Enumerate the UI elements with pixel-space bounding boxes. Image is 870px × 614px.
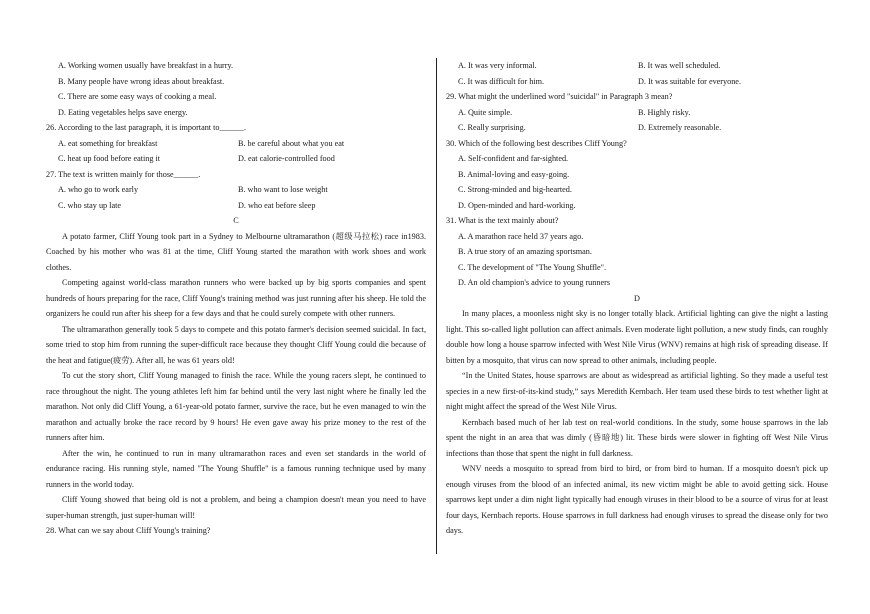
column-divider (436, 58, 437, 554)
passage-paragraph: A potato farmer, Cliff Young took part in a Sydney to Melbourne ultramarathon (超级马拉松) race in1983. Coached by his mother who was 81 at the time, Cliff Young started the marathon with work shoes and work clothes. (46, 231, 426, 272)
option-line: C. There are some easy ways of cooking a meal. (58, 92, 217, 101)
left-column (46, 58, 426, 539)
question-28-stem: 28. What can we say about Cliff Young's training? (46, 526, 211, 535)
question-29-stem: 29. What might the underlined word "suicidal" in Paragraph 3 mean? (446, 92, 673, 101)
right-column (446, 58, 828, 539)
passage-paragraph: Cliff Young showed that being old is not a problem, and being a champion doesn't mean you need to have super-human strength, just super-human will! (46, 495, 426, 520)
passage-paragraph: In many places, a moonless night sky is no longer totally black. Artificial lighting can give the night a lasting light. This so-called light pollution can affect animals. Even moderate light pollution, a new study finds, can roughly double how long a house sparrow infected with West Nile Virus (WNV) remains at high risk of spreading disease. If bitten by a mosquito, that virus can now spread to other animals, including people. (446, 309, 828, 365)
option-line: B. Many people have wrong ideas about breakfast. (58, 76, 225, 86)
option-b: B. be careful about what you eat (238, 138, 345, 148)
option-line: D. An old champion's advice to young runners (458, 278, 611, 287)
option-line: B. Animal-loving and easy-going. (458, 169, 570, 179)
passage-paragraph: Competing against world-class marathon runners who were backed up by big sports companies and spent hundreds of hours preparing for the race, Cliff Young's training method was just running after his sheep. He told the organizers he could run after his sheep for a few days and that he could surely compete with other runners. (46, 278, 426, 318)
option-line: D. Eating vegetables helps save energy. (58, 107, 188, 117)
option-c: C. who stay up late (58, 200, 121, 210)
option-b: B. It was well scheduled. (638, 61, 721, 70)
question-30-stem: 30. Which of the following best describes Cliff Young? (446, 138, 627, 148)
option-line: A. A marathon race held 37 years ago. (458, 231, 584, 241)
option-line: B. A true story of an amazing sportsman. (458, 247, 592, 256)
question-27-stem: 27. The text is written mainly for those______. (46, 169, 201, 179)
option-line: C. Strong-minded and big-hearted. (458, 185, 572, 194)
question-26-stem: 26. According to the last paragraph, it is important to______. (46, 123, 247, 132)
option-c: C. It was difficult for him. (458, 76, 545, 86)
passage-paragraph: After the win, he continued to run in many ultramarathon races and even set standards in the world of endurance racing. His running style, named "The Young Shuffle" is a famous running technique used by many runners in the world today. (46, 448, 426, 489)
option-d: D. eat calorie-controlled food (238, 154, 335, 163)
option-row (446, 58, 828, 74)
option-row (46, 182, 426, 198)
option-a: A. Quite simple. (458, 107, 513, 117)
option-a: A. It was very informal. (458, 61, 537, 70)
passage-paragraph: The ultramarathon generally took 5 days to compete and this potato farmer's decision seemed suicidal. In fact, some tried to stop him from running the super-difficult race because they thought Cliff Young could die because of the heat and fatigue(疲劳). After all, he was 61 years old! (46, 324, 426, 365)
option-line: A. Working women usually have breakfast in a hurry. (58, 61, 234, 70)
option-line: C. The development of "The Young Shuffle". (458, 262, 607, 272)
section-heading-d: D (634, 293, 640, 303)
option-b: B. Highly risky. (638, 107, 691, 117)
passage-paragraph: WNV needs a mosquito to spread from bird to bird, or from bird to human. If a mosquito doesn't pick up enough viruses from the blood of an infected animal, its new victim might be able to avoid getting sick. House sparrows kept under a dim night light typically had enough viruses in their blood to be a source of virus for at least four days, Kernbach reports. House sparrows in full darkness had enough viruses to spread the disease only for two days. (446, 464, 828, 535)
option-d: D. who eat before sleep (238, 200, 316, 210)
option-row (46, 136, 426, 152)
passage-paragraph: To cut the story short, Cliff Young managed to finish the race. While the young racers slept, he continued to race throughout the night. The young athletes left him far behind until the very last night where he finally led the marathon. Not only did Cliff Young, a 61-year-old potato farmer, survive the race, but he even managed to win the marathon and actually broke the race record by 9 hours! He even gave away his prize money to the rest of the runners after him. (46, 371, 426, 442)
option-row (46, 151, 426, 167)
question-31-stem: 31. What is the text mainly about? (446, 216, 559, 225)
option-c: C. heat up food before eating it (58, 154, 161, 163)
option-a: A. eat something for breakfast (58, 138, 158, 148)
option-row (446, 105, 828, 121)
passage-paragraph: Kernbach based much of her lab test on real-world conditions. In the study, some house sparrows in the lab spent the night in an area that was dimly (昏暗地) lit. These birds were slower in fighting off West Nile Virus infections than those that spent the night in full darkness. (446, 417, 828, 458)
option-a: A. who go to work early (58, 185, 139, 194)
option-line: D. Open-minded and hard-working. (458, 200, 576, 210)
option-d: D. It was suitable for everyone. (638, 76, 741, 86)
option-row (446, 120, 828, 136)
option-b: B. who want to lose weight (238, 185, 328, 194)
option-c: C. Really surprising. (458, 123, 526, 132)
option-d: D. Extremely reasonable. (638, 123, 722, 132)
option-row (46, 198, 426, 214)
section-heading-c: C (233, 216, 239, 225)
option-line: A. Self-confident and far-sighted. (458, 154, 569, 163)
option-row (446, 74, 828, 90)
passage-paragraph: “In the United States, house sparrows are about as widespread as artificial lighting. So they made a useful test species in a new first-of-its-kind study,” says Meredith Kernbach. Her team used these birds to test whether light at night might affect the spread of the West Nile Virus. (446, 371, 828, 411)
